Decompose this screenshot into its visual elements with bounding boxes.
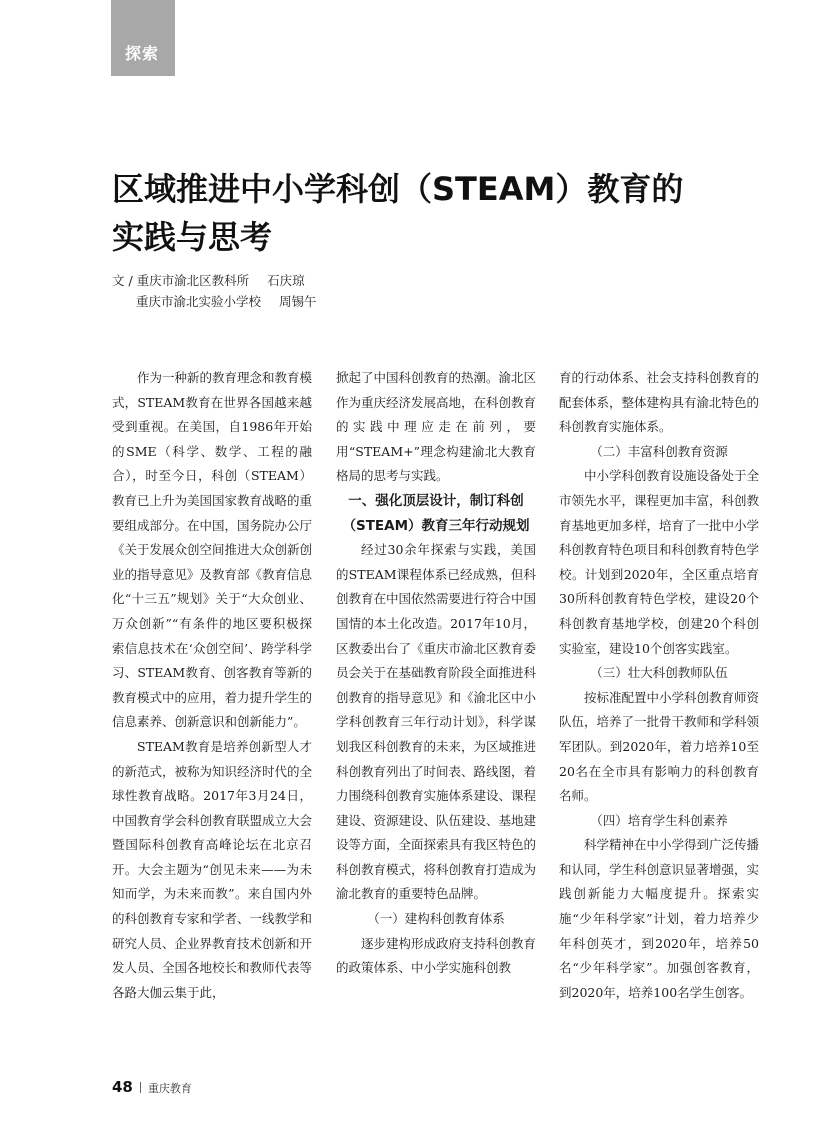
body-paragraph: 掀起了中国科创教育的热潮。渝北区作为重庆经济发展高地，在科创教育的实践中理应走在前列，要用“STEAM+”理念构建渝北大教育格局的思考与实践。	[336, 370, 537, 484]
author1-org: 重庆市渝北区教科所	[136, 273, 250, 288]
byline-prefix: 文 /	[112, 273, 133, 288]
body-paragraph: 逐步建构形成政府支持科创教育的政策体系、中小学实施科创教	[336, 935, 537, 976]
subsection-heading: （三）壮大科创教师队伍	[590, 665, 728, 681]
byline	[112, 270, 317, 312]
section-heading: 一、强化顶层设计，制订科创（STEAM）教育三年行动规划	[342, 492, 530, 534]
magazine-name: 重庆教育	[147, 1082, 192, 1095]
body-paragraph: STEAM教育是培养创新型人才的新范式，被称为知识经济时代的全球性教育战略。2017年3月24日，中国教育学会科创教育联盟成立大会暨国际科创教育高峰论坛在北京召开。大会主题为“创见未来——为未知而学，为未来而教”。来自国内外的科创教育专家和学者、一线教学和研究人员、企业界教育技术创新和开发人员、全国各地校长和教师代表等各路大伽云集于此，	[112, 738, 313, 1000]
author2-org: 重庆市渝北实验小学校	[136, 294, 262, 309]
body-paragraph: 作为一种新的教育理念和教育模式，STEAM教育在世界各国越来越受到重视。在美国，自1986年开始的SME（科学、数学、工程的融合），时至今日，科创（STEAM）教育已上升为美国国家教育战略的重要组成部分。在中国，国务院办公厅《关于发展众创空间推进大众创新创业的指导意见》及教育部《教育信息化“十三五”规划》关于“大众创业、万众创新”“有条件的地区要积极探索信息技术在‘众创空间’、跨学科学习、STEAM教育、创客教育等新的教育模式中的应用，着力提升学生的信息素养、创新意识和创新能力”。	[112, 370, 313, 730]
body-column-1	[112, 366, 312, 1005]
body-column-3	[559, 366, 759, 1005]
page-number: 48	[112, 1078, 133, 1096]
subsection-heading: （四）培育学生科创素养	[590, 812, 728, 828]
author1-name: 石庆琼	[267, 273, 305, 288]
page-footer	[112, 1077, 192, 1096]
body-paragraph: 科学精神在中小学得到广泛传播和认同，学生科创意识显著增强，实践创新能力大幅度提升。探索实施“少年科学家”计划，着力培养少年科创英才，到2020年，培养50名“少年科学家”。加强创客教育，到2020年，培养100名学生创客。	[559, 837, 760, 1000]
body-paragraph: 按标准配置中小学科创教育师资队伍，培养了一批骨干教师和学科领军团队。到2020年，着力培养10至20名在全市具有影响力的科创教育名师。	[559, 689, 760, 804]
author2-name: 周锡午	[279, 294, 317, 309]
subsection-heading: （二）丰富科创教育资源	[590, 443, 728, 459]
body-paragraph: 经过30余年探索与实践，美国的STEAM课程体系已经成熟，但科创教育在中国依然需要进行符合中国国情的本土化改造。2017年10月，区教委出台了《重庆市渝北区教育委员会关于在基础教育阶段全面推进科创教育的指导意见》和《渝北区中小学科创教育三年行动计划》，科学谋划我区科创教育的未来，为区域推进科创教育列出了时间表、路线图，着力围绕科创教育实施体系建设、课程建设、资源建设、队伍建设、基地建设等方面，全面探索具有我区特色的科创教育模式，将科创教育打造成为渝北教育的重要特色品牌。	[336, 542, 537, 902]
body-column-2	[336, 366, 536, 981]
section-tab-label: 探索	[125, 44, 160, 63]
article-title-line-2: 实践与思考	[112, 218, 273, 256]
body-paragraph: 育的行动体系、社会支持科创教育的配套体系，整体建构具有渝北特色的科创教育实施体系。	[559, 370, 760, 435]
subsection-heading: （一）建构科创教育体系	[367, 911, 505, 927]
article-title-line-1: 区域推进中小学科创（STEAM）教育的	[112, 170, 684, 208]
section-tab	[111, 0, 175, 76]
body-paragraph: 中小学科创教育设施设备处于全市领先水平，课程更加丰富，科创教育基地更加多样，培育了一批中小学科创教育特色项目和科创教育特色学校。计划到2020年，全区重点培育30所科创教育特色学校，建设20个科创教育基地学校，创建20个科创实验室，建设10个创客实践室。	[559, 468, 760, 656]
footer-divider	[140, 1082, 141, 1093]
article-title	[112, 165, 732, 261]
